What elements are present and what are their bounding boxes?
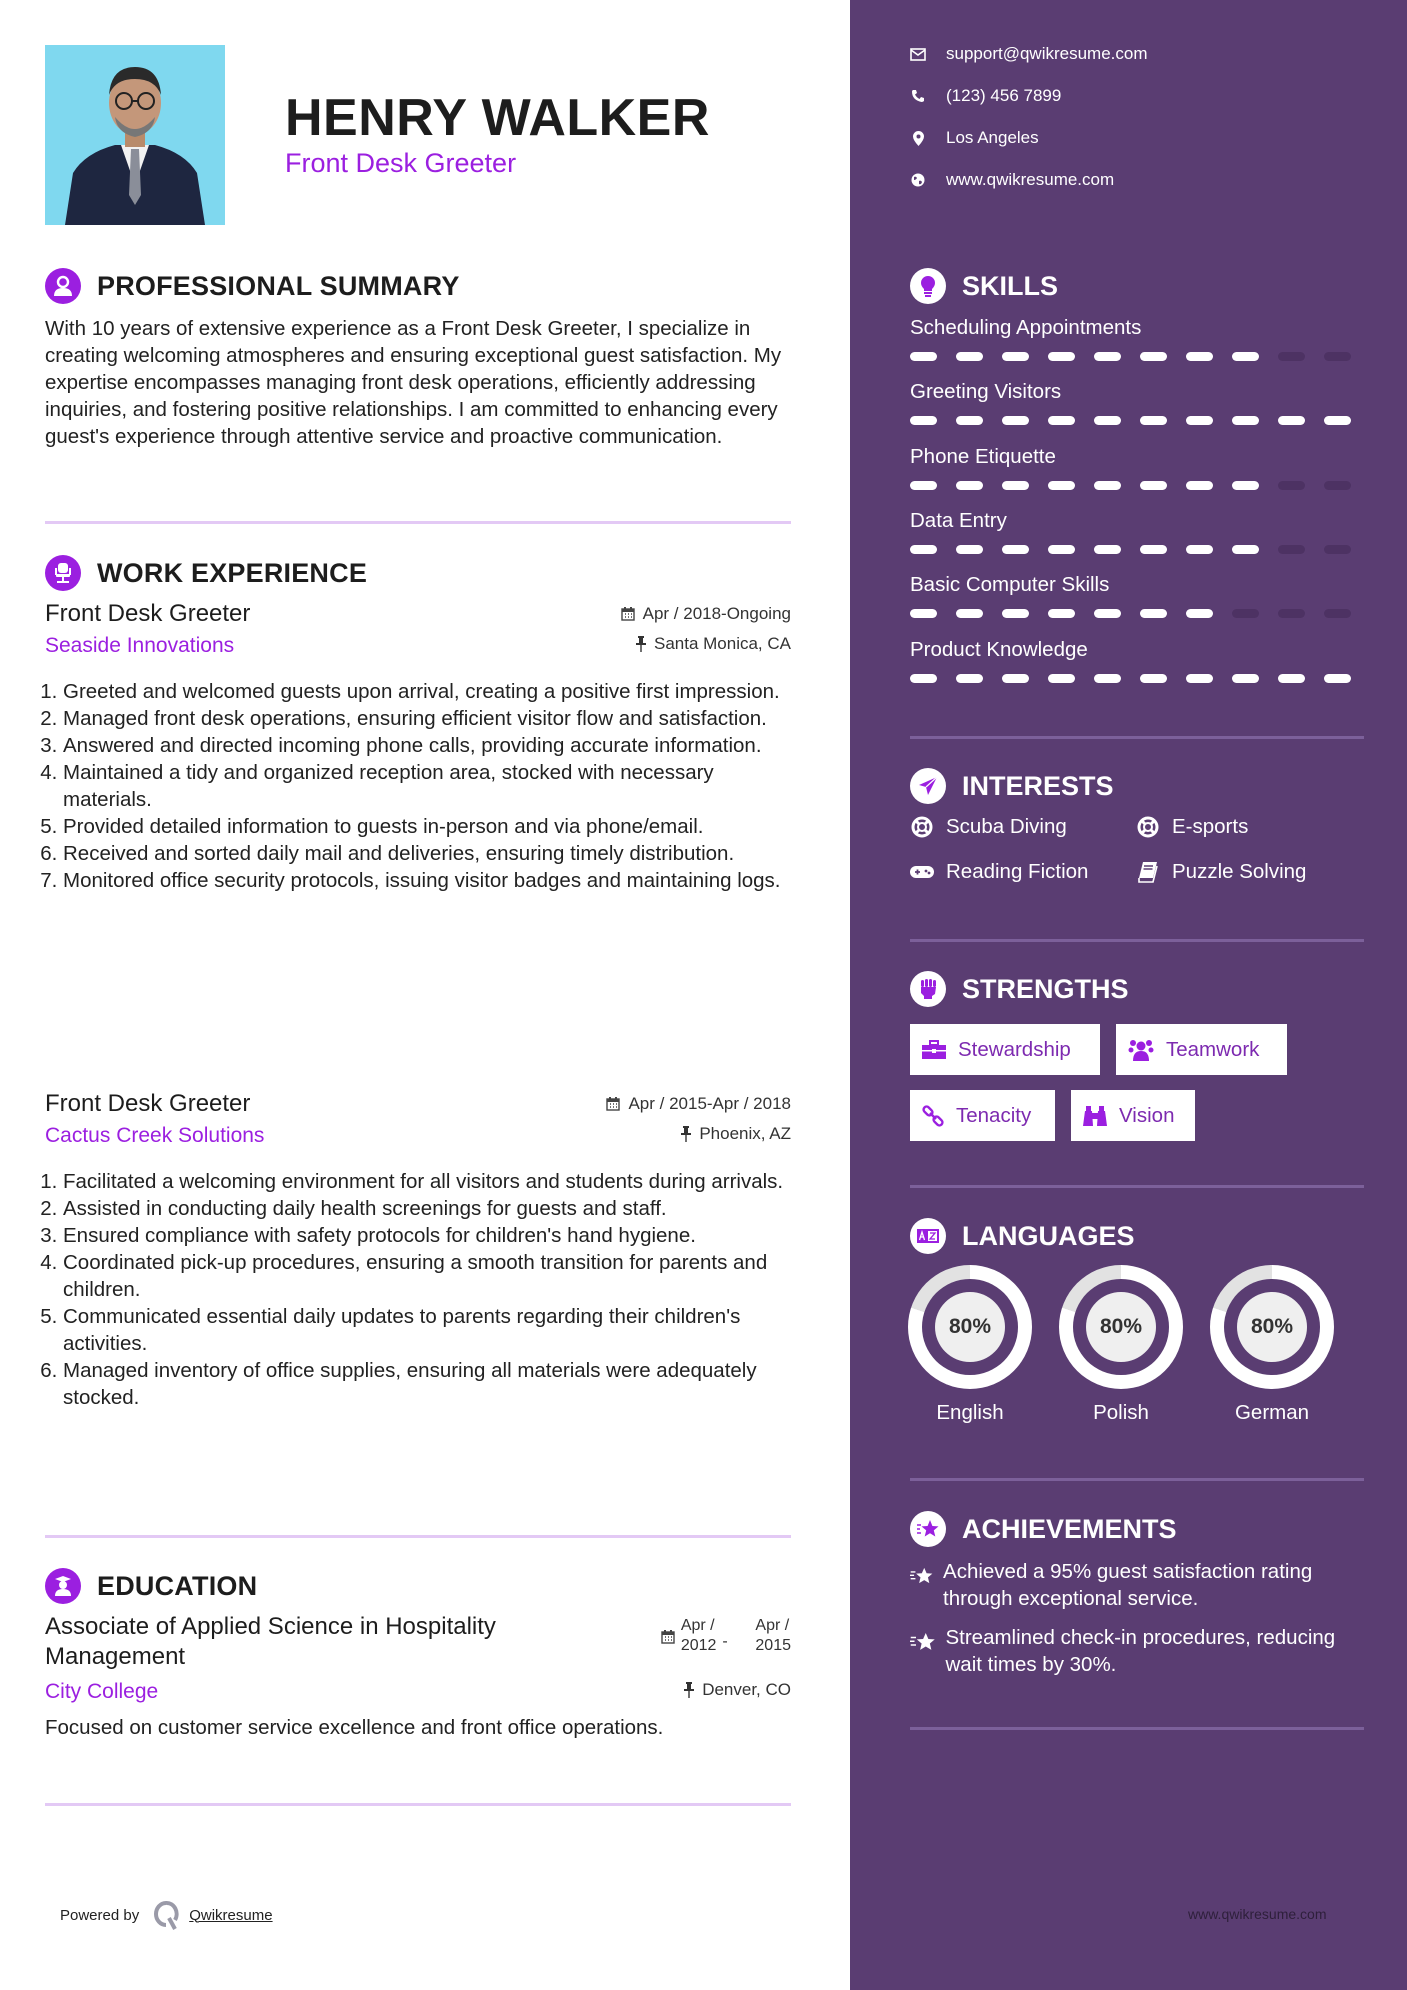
strength-chip: Tenacity: [910, 1090, 1055, 1141]
pin-icon: [684, 1682, 694, 1698]
team-icon: [1128, 1039, 1154, 1061]
skill-dash: [1324, 674, 1351, 683]
skill-dash: [1094, 674, 1121, 683]
achievement-item: Achieved a 95% guest satisfaction rating through exceptional service.: [910, 1558, 1370, 1612]
language-item: 80% English: [908, 1265, 1032, 1425]
experience-header: [45, 555, 367, 591]
interests-heading: INTERESTS: [962, 770, 1114, 801]
language-item: 80% German: [1210, 1265, 1334, 1425]
skill-dash: [956, 352, 983, 361]
skill-dash: [1094, 545, 1121, 554]
envelope-icon: [910, 46, 926, 62]
job-location: Santa Monica, CA: [636, 634, 791, 654]
skill-dash: [1324, 416, 1351, 425]
powered-by: Powered by Qwikresume: [60, 1900, 273, 1930]
summary-text: With 10 years of extensive experience as a Front Desk Greeter, I specialize in creating welcoming atmospheres and ensuring exceptional guest satisfaction. My expertise encompasses managing front desk operations, efficiently addressing inquiries, and fostering positive relationships. I am committed to enhancing every guest's experience through attentive service and proactive communication.: [45, 317, 782, 448]
achievements-heading: ACHIEVEMENTS: [962, 1513, 1177, 1544]
skill-dash: [1048, 416, 1075, 425]
skill-dash: [956, 416, 983, 425]
candidate-name: HENRY WALKER: [285, 89, 710, 147]
paper-plane-icon: [910, 768, 946, 804]
skill-dash: [1140, 481, 1167, 490]
education-entry: [45, 1612, 791, 1740]
contact-location: Los Angeles: [910, 128, 1039, 148]
divider: [45, 1803, 791, 1806]
skill-dash: [1278, 416, 1305, 425]
strengths-heading: STRENGTHS: [962, 973, 1129, 1004]
divider: [45, 521, 791, 524]
skill-dash: [1186, 674, 1213, 683]
star-icon: [910, 1511, 946, 1547]
contact-website: www.qwikresume.com: [910, 170, 1114, 190]
skill-dash: [1186, 416, 1213, 425]
education-description: Focused on customer service excellence and front office operations.: [45, 1716, 664, 1739]
skill-dash: [1324, 352, 1351, 361]
job-title: Front Desk Greeter: [45, 600, 251, 627]
skill-dash: [1002, 481, 1029, 490]
skill-dash: [1232, 481, 1259, 490]
interest-item: E-sports: [1136, 815, 1248, 839]
language-progress-ring: 80%: [1059, 1265, 1183, 1389]
contact-email: support@qwikresume.com: [910, 44, 1148, 64]
job-company: Cactus Creek Solutions: [45, 1124, 265, 1147]
skill-dash: [1278, 481, 1305, 490]
list-item: 3. Ensured compliance with safety protocols for children's hand hygiene.: [63, 1222, 791, 1249]
skill-dash: [956, 481, 983, 490]
school-name: City College: [45, 1680, 159, 1703]
skill-dash: [910, 674, 937, 683]
job-location: Phoenix, AZ: [681, 1124, 791, 1144]
language-progress-ring: 80%: [1210, 1265, 1334, 1389]
calendar-icon: [606, 1096, 620, 1111]
qwikresume-link[interactable]: Qwikresume: [189, 1906, 273, 1924]
skill-dash: [1278, 545, 1305, 554]
phone-icon: [910, 88, 926, 104]
pin-icon: [636, 636, 646, 652]
lifebuoy-icon: [910, 815, 934, 839]
education-header: [45, 1568, 257, 1604]
divider: [910, 1478, 1364, 1481]
divider: [45, 1535, 791, 1538]
skill-dash: [1232, 674, 1259, 683]
translate-icon: [910, 1218, 946, 1254]
job-dates: Apr / 2018-Ongoing: [621, 604, 791, 624]
list-item: 5. Provided detailed information to guests in-person and via phone/email.: [63, 813, 791, 840]
skill-dash: [1048, 545, 1075, 554]
skill-dash: [1324, 609, 1351, 618]
interest-item: Scuba Diving: [910, 815, 1067, 839]
skill-dash: [1094, 481, 1121, 490]
skill-dash: [1324, 545, 1351, 554]
strength-chip: Vision: [1071, 1090, 1195, 1141]
qwikresume-logo-icon: [153, 1900, 179, 1930]
skill-item: Basic Computer Skills: [910, 573, 1370, 618]
binoculars-icon: [1083, 1105, 1107, 1127]
skill-rating: [910, 352, 1370, 361]
skill-item: Phone Etiquette: [910, 445, 1370, 490]
interests-header: [910, 768, 1114, 804]
interest-item: Reading Fiction: [910, 860, 1088, 884]
skill-dash: [1232, 609, 1259, 618]
skill-rating: [910, 609, 1370, 618]
user-icon: [45, 268, 81, 304]
skill-dash: [1232, 352, 1259, 361]
language-progress-ring: 80%: [908, 1265, 1032, 1389]
achievements-header: [910, 1511, 1177, 1547]
education-dates: Apr / 2012 - Apr / 2015: [661, 1616, 791, 1656]
shooting-star-icon: [910, 1628, 935, 1656]
language-item: 80% Polish: [1059, 1265, 1183, 1425]
summary-heading: PROFESSIONAL SUMMARY: [97, 270, 460, 301]
skill-dash: [1002, 416, 1029, 425]
experience-heading: WORK EXPERIENCE: [97, 557, 368, 588]
skill-dash: [1278, 352, 1305, 361]
contact-phone: (123) 456 7899: [910, 86, 1061, 106]
divider: [910, 939, 1364, 942]
skill-dash: [1324, 481, 1351, 490]
languages-header: [910, 1218, 1135, 1254]
job-company: Seaside Innovations: [45, 634, 235, 657]
skill-dash: [1140, 674, 1167, 683]
skill-dash: [1048, 481, 1075, 490]
job-title: Front Desk Greeter: [45, 1090, 251, 1117]
skill-item: Scheduling Appointments: [910, 316, 1370, 361]
job-entry: [45, 1090, 791, 1411]
skill-dash: [910, 416, 937, 425]
list-item: 5. Communicated essential daily updates to parents regarding their children's activities.: [63, 1303, 791, 1357]
globe-icon: [910, 172, 926, 188]
map-pin-icon: [910, 130, 926, 146]
skill-dash: [1002, 609, 1029, 618]
skill-dash: [1002, 545, 1029, 554]
skill-dash: [1278, 609, 1305, 618]
skill-dash: [1140, 416, 1167, 425]
divider: [910, 1185, 1364, 1188]
skill-dash: [1232, 416, 1259, 425]
link-icon: [922, 1105, 944, 1127]
skill-dash: [910, 609, 937, 618]
skill-dash: [1186, 609, 1213, 618]
job-bullets: [45, 678, 791, 894]
skill-dash: [910, 352, 937, 361]
calendar-icon: [661, 1629, 675, 1644]
list-item: 6. Managed inventory of office supplies, ensuring all materials were adequately stocked.: [63, 1357, 791, 1411]
education-location: Denver, CO: [684, 1680, 791, 1700]
divider: [910, 1727, 1364, 1730]
footer-website[interactable]: www.qwikresume.com: [1188, 1906, 1327, 1922]
skill-item: Data Entry: [910, 509, 1370, 554]
job-entry: [45, 600, 791, 894]
job-bullets: [45, 1168, 791, 1411]
profile-photo: [45, 45, 225, 225]
skill-dash: [1094, 416, 1121, 425]
interest-item: Puzzle Solving: [1136, 860, 1306, 884]
skill-dash: [1094, 609, 1121, 618]
degree: Associate of Applied Science in Hospitality Management: [45, 1613, 496, 1670]
candidate-title: Front Desk Greeter: [285, 148, 517, 178]
skill-dash: [956, 609, 983, 618]
skills-header: [910, 268, 1058, 304]
skill-rating: [910, 674, 1370, 683]
skill-dash: [1186, 545, 1213, 554]
list-item: 1. Greeted and welcomed guests upon arrival, creating a positive first impression.: [63, 678, 791, 705]
fist-icon: [910, 971, 946, 1007]
skill-dash: [1186, 481, 1213, 490]
skill-dash: [956, 674, 983, 683]
skill-dash: [1232, 545, 1259, 554]
languages-heading: LANGUAGES: [962, 1220, 1135, 1251]
list-item: 3. Answered and directed incoming phone calls, providing accurate information.: [63, 732, 791, 759]
strength-chip: Teamwork: [1116, 1024, 1287, 1075]
job-dates: Apr / 2015-Apr / 2018: [606, 1094, 791, 1114]
list-item: 4. Maintained a tidy and organized reception area, stocked with necessary materials.: [63, 759, 791, 813]
list-item: 2. Managed front desk operations, ensuring efficient visitor flow and satisfaction.: [63, 705, 791, 732]
skill-dash: [1278, 674, 1305, 683]
skill-rating: [910, 545, 1370, 554]
lightbulb-icon: [910, 268, 946, 304]
list-item: 4. Coordinated pick-up procedures, ensuring a smooth transition for parents and children.: [63, 1249, 791, 1303]
list-item: 6. Received and sorted daily mail and deliveries, ensuring timely distribution.: [63, 840, 791, 867]
list-item: 1. Facilitated a welcoming environment for all visitors and students during arrivals.: [63, 1168, 791, 1195]
skill-dash: [1094, 352, 1121, 361]
skill-rating: [910, 481, 1370, 490]
skill-dash: [910, 481, 937, 490]
skill-dash: [1048, 609, 1075, 618]
skill-dash: [1048, 674, 1075, 683]
skill-dash: [956, 545, 983, 554]
skill-dash: [1140, 352, 1167, 361]
achievement-item: Streamlined check-in procedures, reducing wait times by 30%.: [910, 1624, 1370, 1678]
skill-dash: [1002, 674, 1029, 683]
education-heading: EDUCATION: [97, 1570, 258, 1601]
summary-header: [45, 268, 460, 304]
office-chair-icon: [45, 555, 81, 591]
strength-chip: Stewardship: [910, 1024, 1100, 1075]
skill-dash: [1186, 352, 1213, 361]
skill-item: Product Knowledge: [910, 638, 1370, 683]
gamepad-icon: [910, 860, 934, 884]
list-item: 7. Monitored office security protocols, issuing visitor badges and maintaining logs.: [63, 867, 791, 894]
toolbox-icon: [922, 1040, 946, 1060]
calendar-icon: [621, 606, 635, 621]
lifebuoy-icon: [1136, 815, 1160, 839]
shooting-star-icon: [910, 1562, 933, 1590]
strengths-header: [910, 971, 1129, 1007]
divider: [910, 736, 1364, 739]
list-item: 2. Assisted in conducting daily health screenings for guests and staff.: [63, 1195, 791, 1222]
skill-rating: [910, 416, 1370, 425]
skill-item: Greeting Visitors: [910, 380, 1370, 425]
skill-dash: [910, 545, 937, 554]
skill-dash: [1140, 609, 1167, 618]
skills-heading: SKILLS: [962, 270, 1059, 301]
skill-dash: [1002, 352, 1029, 361]
skill-dash: [1048, 352, 1075, 361]
graduate-icon: [45, 1568, 81, 1604]
book-icon: [1136, 860, 1160, 884]
skill-dash: [1140, 545, 1167, 554]
pin-icon: [681, 1126, 691, 1142]
